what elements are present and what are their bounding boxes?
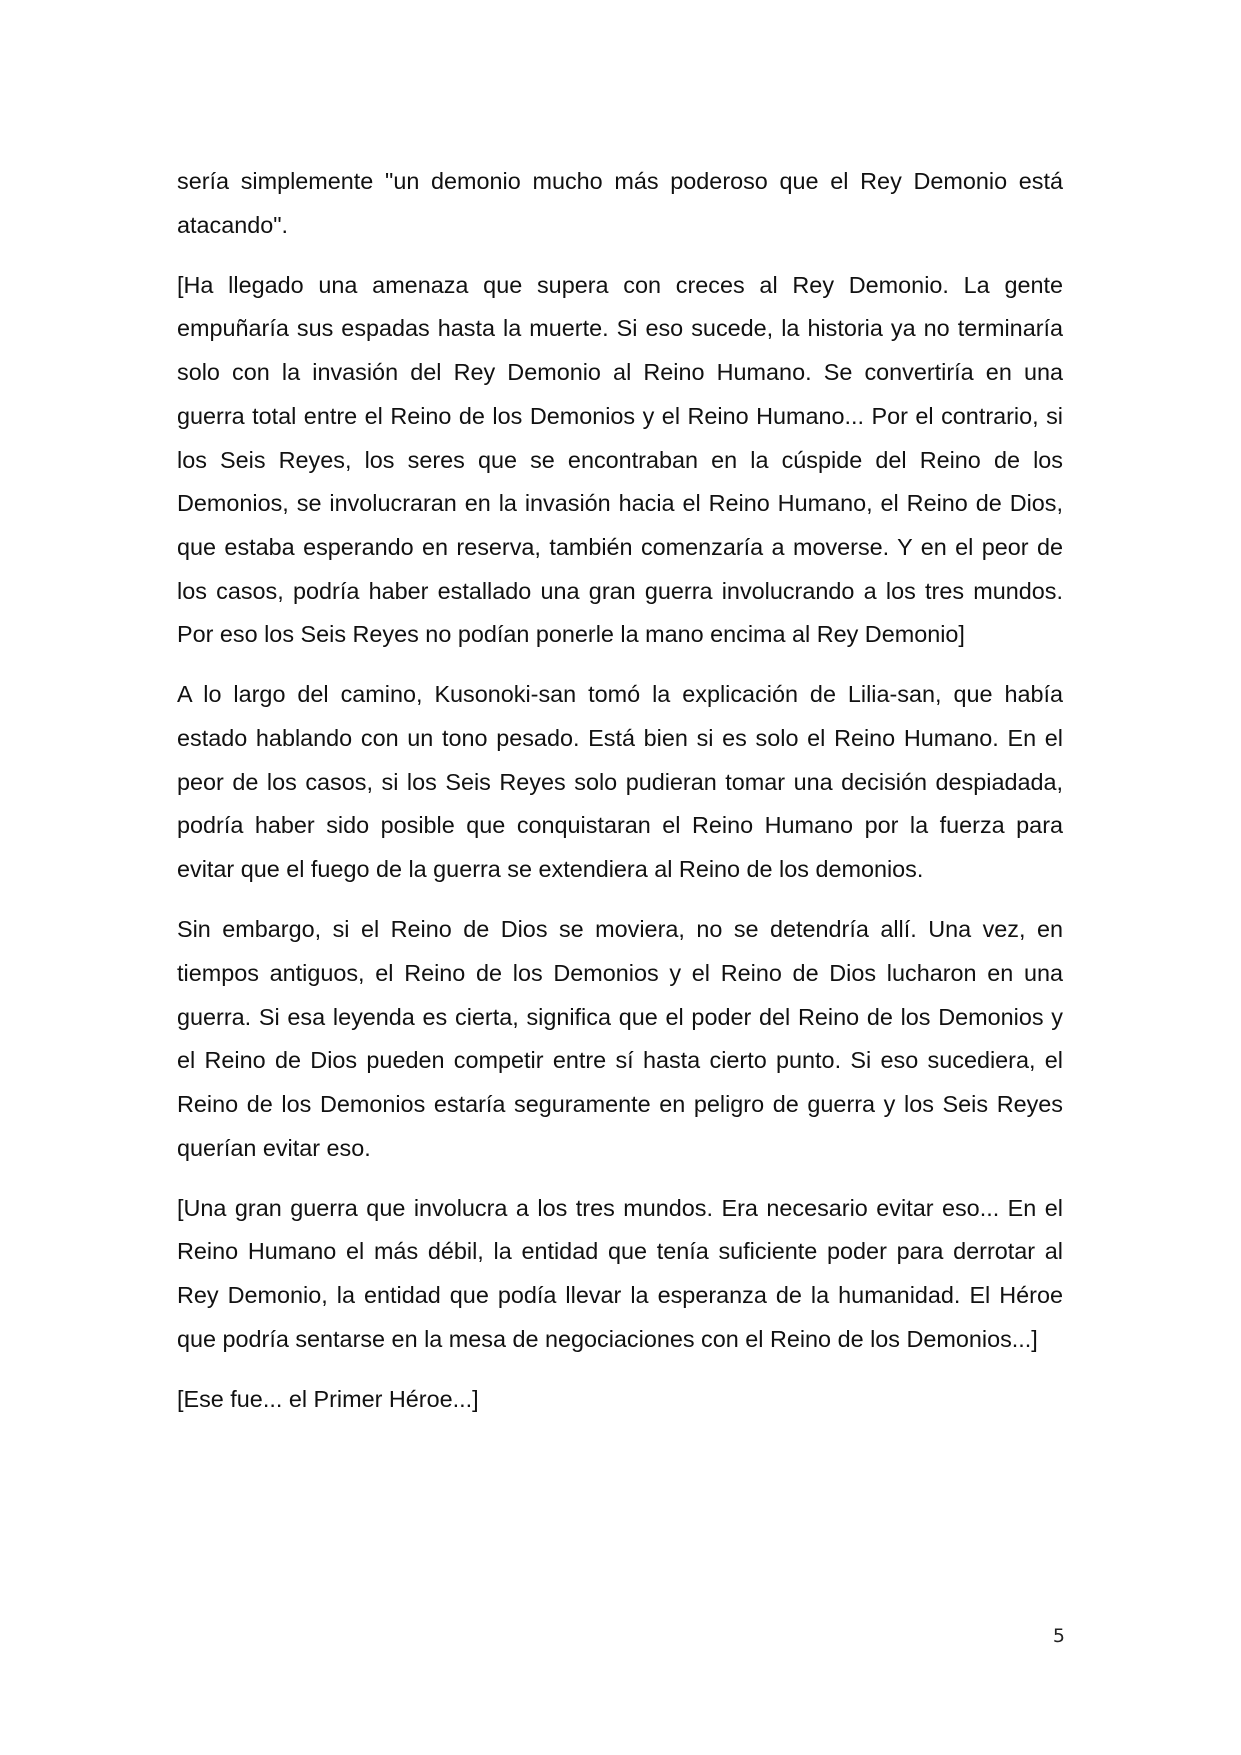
- paragraph-2: [Ha llegado una amenaza que supera con creces al Rey Demonio. La gente empuñaría sus espadas hasta la muerte. Si eso sucede, la historia ya no terminaría solo con la invasión del Rey Demonio al Reino Humano. Se convertiría en una guerra total entre el Reino de los Demonios y el Reino Humano... Por el contrario, si los Seis Reyes, los seres que se encontraban en la cúspide del Reino de los Demonios, se involucraran en la invasión hacia el Reino Humano, el Reino de Dios, que estaba esperando en reserva, también comenzaría a moverse. Y en el peor de los casos, podría haber estallado una gran guerra involucrando a los tres mundos. Por eso los Seis Reyes no podían ponerle la mano encima al Rey Demonio]: [177, 271, 1063, 648]
- paragraph-6: [Ese fue... el Primer Héroe...]: [177, 1385, 479, 1412]
- page-number: 5: [1052, 1625, 1065, 1647]
- paragraph-5: [Una gran guerra que involucra a los tres mundos. Era necesario evitar eso... En el Reino Humano el más débil, la entidad que tenía suficiente poder para derrotar al Rey Demonio, la entidad que podía llevar la esperanza de la humanidad. El Héroe que podría sentarse en la mesa de negociaciones con el Reino de los Demonios...]: [177, 1194, 1063, 1352]
- paragraph-3: A lo largo del camino, Kusonoki-san tomó la explicación de Lilia-san, que había estado hablando con un tono pesado. Está bien si es solo el Reino Humano. En el peor de los casos, si los Seis Reyes solo pudieran tomar una decisión despiadada, podría haber sido posible que conquistaran el Reino Humano por la fuerza para evitar que el fuego de la guerra se extendiera al Reino de los demonios.: [177, 681, 1063, 883]
- body-text: [177, 160, 1063, 1438]
- paragraph-4: Sin embargo, si el Reino de Dios se moviera, no se detendría allí. Una vez, en tiempos antiguos, el Reino de los Demonios y el Reino de Dios lucharon en una guerra. Si esa leyenda es cierta, significa que el poder del Reino de los Demonios y el Reino de Dios pueden competir entre sí hasta cierto punto. Si eso sucediera, el Reino de los Demonios estaría seguramente en peligro de guerra y los Seis Reyes querían evitar eso.: [177, 916, 1063, 1161]
- paragraph-1: sería simplemente "un demonio mucho más poderoso que el Rey Demonio está atacando".: [177, 168, 1063, 238]
